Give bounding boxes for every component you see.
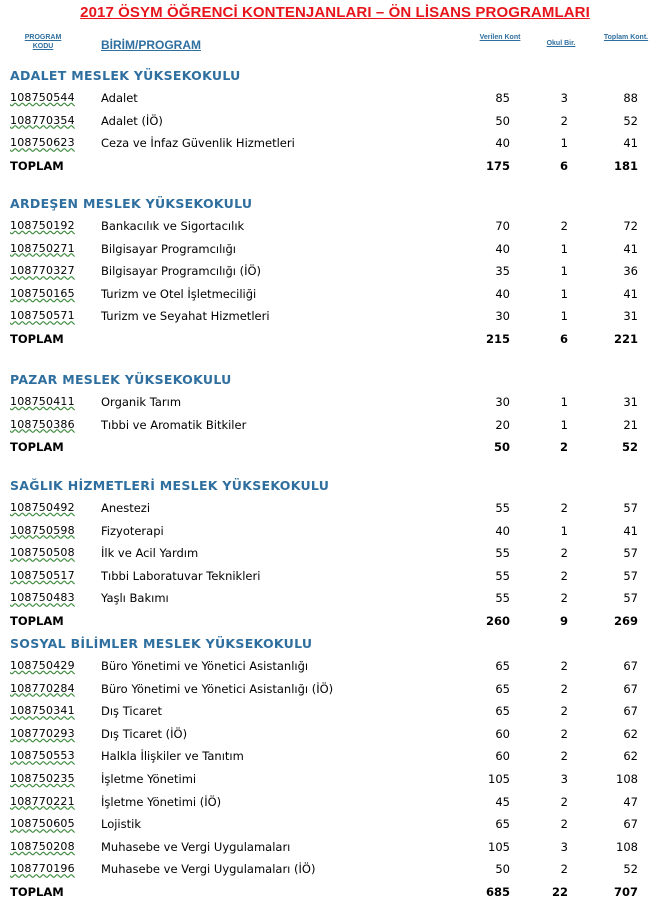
table-row [0,704,670,726]
program-code: 108750192 [10,219,75,232]
given-quota: 40 [495,286,510,301]
table-row [0,659,670,681]
school-first-quota: 2 [560,219,568,233]
total-quota: 21 [623,417,638,432]
given-quota: 30 [495,395,510,409]
total-quota: 36 [623,264,638,279]
program-name: Dış Ticaret (İÖ) [101,726,188,741]
program-code: 108750165 [10,286,75,300]
section-title: ADALET MESLEK YÜKSEKOKULU [10,68,241,83]
table-row [0,395,670,417]
given-quota: 55 [495,501,510,515]
total-quota: 41 [623,523,638,538]
program-name: Bilgisayar Programcılığı [101,241,236,256]
table-row [0,749,670,771]
section-title: ARDEŞEN MESLEK YÜKSEKOKULU [10,196,253,211]
program-code: 108750411 [10,395,75,408]
school-first-quota: 2 [560,704,568,719]
total-total-quota: 52 [621,440,638,455]
total-quota: 57 [623,591,638,606]
total-total-quota: 221 [613,332,638,346]
school-first-quota: 1 [560,395,568,409]
total-school-first-quota: 6 [559,158,568,173]
total-row [0,440,670,462]
program-code: 108750208 [10,839,75,853]
given-quota: 30 [495,309,510,324]
total-quota: 31 [623,395,638,409]
given-quota: 60 [495,726,510,741]
program-name: Yaşlı Bakımı [101,591,169,606]
given-quota: 45 [495,794,510,809]
program-code: 108750235 [10,772,75,785]
total-row [0,159,670,181]
total-quota: 62 [623,726,638,741]
program-name: Büro Yönetimi ve Yönetici Asistanlığı [101,659,309,673]
table-row [0,727,670,749]
total-given-quota: 260 [485,614,510,628]
school-first-quota: 1 [560,136,568,151]
total-given-quota: 685 [485,885,510,899]
school-first-quota: 2 [560,726,568,741]
school-first-quota: 2 [560,501,568,515]
total-quota: 52 [623,862,638,877]
program-name: Muhasebe ve Vergi Uygulamaları (İÖ) [101,862,316,877]
given-quota: 70 [495,219,510,233]
school-first-quota: 1 [560,241,568,256]
table-row [0,795,670,817]
section-title: SOSYAL BİLİMLER MESLEK YÜKSEKOKULU [10,636,313,651]
given-quota: 105 [488,839,510,854]
table-row [0,524,670,546]
school-first-quota: 2 [560,568,568,583]
given-quota: 55 [495,568,510,583]
table-row [0,136,670,158]
table-row [0,840,670,862]
total-quota: 31 [623,309,638,324]
total-quota: 41 [623,136,638,151]
total-given-quota: 50 [493,440,510,455]
header-given-quota: Verilen Kont [479,34,521,41]
table-row [0,862,670,884]
program-code: 108750508 [10,546,75,560]
given-quota: 65 [495,704,510,719]
total-label: TOPLAM [10,332,64,346]
total-school-first-quota: 6 [559,332,568,346]
program-name: Tıbbi Laboratuvar Teknikleri [101,568,261,583]
program-name: İlk ve Acil Yardım [101,546,199,561]
program-code: 108770221 [10,794,75,808]
program-name: Lojistik [101,817,141,832]
page-title: 2017 ÖSYM ÖĞRENCİ KONTENJANLARI – ÖN LİSANS PROGRAMLARI [80,4,590,21]
total-school-first-quota: 22 [551,885,568,899]
program-name: Dış Ticaret [101,704,162,719]
program-code: 108750571 [10,309,75,323]
program-name: Tıbbi ve Aromatik Bitkiler [101,417,247,432]
header-program-code: PROGRAM KODU [24,34,62,50]
program-code: 108750386 [10,417,75,431]
table-row [0,219,670,241]
total-quota: 67 [623,681,638,696]
total-quota: 57 [623,568,638,583]
header-total-quota: Toplam Kont. [603,34,649,41]
given-quota: 40 [495,241,510,256]
program-name: Ceza ve İnfaz Güvenlik Hizmetleri [101,136,295,151]
program-name: Muhasebe ve Vergi Uygulamaları [101,839,291,854]
table-row [0,242,670,264]
program-name: İşletme Yönetimi [101,772,197,786]
program-name: Büro Yönetimi ve Yönetici Asistanlığı (İÖ) [101,681,334,696]
table-row [0,114,670,136]
program-code: 108770284 [10,681,75,695]
given-quota: 60 [495,749,510,764]
table-row [0,309,670,331]
school-first-quota: 2 [560,749,568,764]
total-quota: 108 [616,839,638,854]
total-quota: 72 [623,219,638,233]
program-code: 108750553 [10,749,75,763]
program-name: Bilgisayar Programcılığı (İÖ) [101,264,262,279]
program-code: 108750544 [10,91,75,104]
total-quota: 88 [623,91,638,105]
school-first-quota: 3 [560,839,568,854]
total-label: TOPLAM [10,440,64,455]
program-code: 108770354 [10,113,75,127]
table-row [0,264,670,286]
total-quota: 57 [623,546,638,561]
total-quota: 57 [623,501,638,515]
table-row [0,682,670,704]
table-row [0,91,670,113]
school-first-quota: 1 [560,264,568,279]
program-code: 108770293 [10,726,75,740]
given-quota: 40 [495,136,510,151]
section-title: PAZAR MESLEK YÜKSEKOKULU [10,372,232,387]
program-code: 108750271 [10,241,75,255]
school-first-quota: 2 [560,862,568,877]
total-quota: 67 [623,704,638,719]
table-row [0,501,670,523]
school-first-quota: 2 [560,546,568,561]
program-code: 108750492 [10,501,75,514]
total-label: TOPLAM [10,614,64,628]
school-first-quota: 2 [560,794,568,809]
given-quota: 65 [495,817,510,832]
program-name: İşletme Yönetimi (İÖ) [101,794,222,809]
total-quota: 41 [623,286,638,301]
given-quota: 105 [488,772,510,786]
total-label: TOPLAM [10,885,64,899]
program-name: Anestezi [101,501,151,515]
header-unit-program: BİRİM/PROGRAM [101,38,201,52]
program-name: Bankacılık ve Sigortacılık [101,219,245,233]
total-quota: 108 [616,772,638,786]
program-name: Adalet [101,91,138,105]
given-quota: 40 [495,523,510,538]
given-quota: 65 [495,659,510,673]
total-total-quota: 269 [613,614,638,628]
school-first-quota: 1 [560,417,568,432]
program-code: 108770327 [10,264,75,278]
given-quota: 55 [495,546,510,561]
total-quota: 41 [623,241,638,256]
table-row [0,772,670,794]
program-name: Adalet (İÖ) [101,113,163,128]
program-code: 108750429 [10,659,75,672]
school-first-quota: 2 [560,681,568,696]
total-school-first-quota: 2 [559,440,568,455]
total-label: TOPLAM [10,158,64,173]
given-quota: 85 [495,91,510,105]
total-row [0,885,670,907]
school-first-quota: 1 [560,309,568,324]
given-quota: 65 [495,681,510,696]
program-name: Turizm ve Seyahat Hizmetleri [101,309,270,324]
program-code: 108770196 [10,862,75,876]
total-row [0,332,670,354]
school-first-quota: 2 [560,591,568,606]
total-total-quota: 181 [613,158,638,173]
total-total-quota: 707 [613,885,638,899]
total-row [0,614,670,636]
header-school-first: Okul Bir. [546,40,576,47]
total-quota: 67 [623,817,638,832]
program-code: 108750605 [10,817,75,831]
program-name: Halkla İlişkiler ve Tanıtım [101,749,244,764]
school-first-quota: 2 [560,817,568,832]
program-name: Turizm ve Otel İşletmeciliği [101,286,257,301]
program-name: Fizyoterapi [101,523,164,538]
given-quota: 35 [495,264,510,279]
table-row [0,287,670,309]
program-code: 108750483 [10,591,75,605]
program-name: Organik Tarım [101,395,182,409]
program-code: 108750341 [10,704,75,718]
school-first-quota: 1 [560,286,568,301]
section-title: SAĞLIK HİZMETLERİ MESLEK YÜKSEKOKULU [10,478,330,493]
total-quota: 67 [623,659,638,673]
total-given-quota: 215 [485,332,510,346]
school-first-quota: 1 [560,523,568,538]
program-code: 108750623 [10,136,75,150]
table-row [0,817,670,839]
school-first-quota: 2 [560,659,568,673]
program-code: 108750598 [10,523,75,537]
given-quota: 50 [495,862,510,877]
given-quota: 50 [495,113,510,128]
total-school-first-quota: 9 [559,614,568,628]
school-first-quota: 3 [560,91,568,105]
table-row [0,591,670,613]
given-quota: 20 [495,417,510,432]
total-quota: 62 [623,749,638,764]
total-given-quota: 175 [485,158,510,173]
table-row [0,546,670,568]
table-row [0,569,670,591]
total-quota: 52 [623,113,638,128]
total-quota: 47 [623,794,638,809]
school-first-quota: 2 [560,113,568,128]
given-quota: 55 [495,591,510,606]
program-code: 108750517 [10,568,75,582]
school-first-quota: 3 [560,772,568,786]
table-row [0,418,670,440]
